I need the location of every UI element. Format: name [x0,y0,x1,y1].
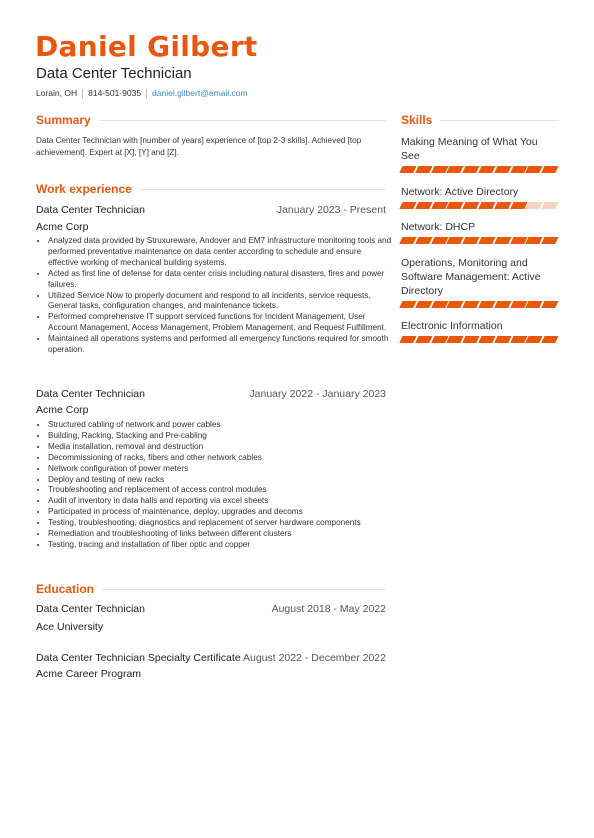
skill-level-segment [478,336,495,343]
skill-level-segment [494,202,511,209]
skill-level-segment [463,237,480,244]
skill-level-segment [399,166,416,173]
candidate-title: Data Center Technician [36,65,192,82]
skill-level-segment [542,237,559,244]
contact-line [36,88,248,98]
skill-level-segment [447,202,464,209]
bullet-item: • Utilized Service Now to properly document and respond to all incidents, service requests, General tasks, configuration changes, and maintenance tickets. [48,291,393,313]
bullet-item: • Testing, troubleshooting, diagnostics and replacement of server hardware components [48,518,393,529]
section-label: Work experience [36,182,132,196]
school-name: Ace University [36,621,104,633]
skill-level-segment [415,237,432,244]
bullet-item: • Participated in process of maintenance, deploy, upgrades and decoms [48,507,393,518]
email-link[interactable]: daniel.gilbert@email.com [152,88,248,98]
skill-level-segment [399,237,416,244]
skill-item [401,185,559,209]
section-rule [440,120,559,121]
skill-name: Operations, Monitoring and Software Management: Active Directory [401,256,541,297]
work-heading [36,182,386,196]
job-header [36,388,386,400]
skill-name: Making Meaning of What You See [401,136,538,162]
skill-name: Network: DHCP [401,221,476,233]
skill-level-segment [542,202,559,209]
divider [82,89,83,98]
skill-level-bar [401,301,559,308]
bullet-item: • Decommissioning of racks, fibers and other network cables [48,453,393,464]
skill-level-bar [401,237,559,244]
skill-level-segment [494,237,511,244]
skill-item [401,319,559,343]
skill-level-segment [494,166,511,173]
school-name: Acme Career Program [36,668,142,680]
skill-level-segment [415,301,432,308]
section-label: Skills [401,113,433,127]
job-title: Data Center Technician [36,388,145,400]
phone: 814-501-9035 [88,88,142,98]
job-dates: January 2022 - January 2023 [249,388,386,400]
education-dates: August 2022 - December 2022 [242,652,386,664]
skill-level-segment [494,301,511,308]
skill-item [401,135,559,173]
job-dates: January 2023 - Present [276,204,386,216]
bullet-item: • Deploy and testing of new racks [48,475,393,486]
skill-level-segment [415,166,432,173]
bullet-item: • Maintained all operations systems and performed all emergency functions required for smooth operation. [48,334,393,356]
bullet-item: • Testing, tracing and installation of fiber optic and copper [48,540,393,551]
skill-level-bar [401,166,559,173]
skill-level-segment [542,336,559,343]
section-rule [102,589,386,590]
education-header [36,603,386,615]
bullet-item: • Acted as first line of defense for data center crisis including natural disasters, fires and power failures. [48,269,393,291]
skills-heading [401,113,559,127]
section-rule [99,120,386,121]
degree-title: Data Center Technician Specialty Certificate [36,652,241,664]
skill-level-segment [478,237,495,244]
location: Lorain, OH [36,88,78,98]
job-header [36,204,386,216]
bullet-item: • Remediation and troubleshooting of links between different clusters [48,529,393,540]
skill-level-segment [399,202,416,209]
skill-level-segment [542,166,559,173]
education-header [36,652,386,664]
section-label: Education [36,582,95,596]
job-company: Acme Corp [36,221,89,233]
bullet-item: • Network configuration of power meters [48,464,393,475]
skill-level-segment [399,336,416,343]
bullet-item: • Troubleshooting and replacement of access control modules [48,485,393,496]
skill-level-segment [447,301,464,308]
skills-list [401,135,559,343]
skill-level-segment [463,301,480,308]
skill-level-segment [478,166,495,173]
skill-level-segment [463,336,480,343]
skill-name: Network: Active Directory [401,185,519,198]
candidate-name: Daniel Gilbert [35,30,258,63]
skill-level-segment [399,301,416,308]
job-bullets [36,236,393,356]
skill-level-segment [415,336,432,343]
skill-item [401,256,559,308]
skill-item [401,220,559,244]
section-label: Summary [36,113,91,127]
bullet-item: • Audit of inventory in data halls and reporting via excel sheets [48,496,393,507]
skill-level-segment [542,301,559,308]
summary-text: Data Center Technician with [number of years] experience of [top 2-3 skills]. Achieved [top achievement]. Expert at [X], [Y] and [Z]. [36,136,362,157]
skill-level-bar [401,202,559,209]
bullet-item: • Building, Racking, Stacking and Pre-cabling [48,431,393,442]
skill-level-segment [415,202,432,209]
skill-level-segment [478,202,495,209]
bullet-item: • Performed comprehensive IT support serviced functions for Incident Management, User Account Management, Access Management, Problem Management, and Request Fulfillment. [48,312,393,334]
bullet-item: • Analyzed data provided by Struxureware, Andover and EM7 infrastructure monitoring tools and performed preventative maintenance on data center according to schedule and ensure effective working of mechanical building systems. [48,236,393,269]
job-bullets [36,420,393,551]
skill-name: Electronic Information [401,320,503,332]
skill-level-segment [526,301,543,308]
education-dates: August 2018 - May 2022 [271,603,386,615]
degree-title: Data Center Technician [36,603,145,615]
education-heading [36,582,386,596]
skill-level-segment [494,336,511,343]
summary-heading [36,113,386,127]
bullet-item: • Structured cabling of network and power cables [48,420,393,431]
skill-level-segment [463,202,480,209]
skill-level-bar [401,336,559,343]
job-title: Data Center Technician [36,204,145,216]
section-rule [140,189,386,190]
divider [146,89,147,98]
bullet-item: • Media installation, removal and destruction [48,442,393,453]
skill-level-segment [463,166,480,173]
job-company: Acme Corp [36,404,89,416]
skill-level-segment [478,301,495,308]
skill-level-segment [526,202,543,209]
